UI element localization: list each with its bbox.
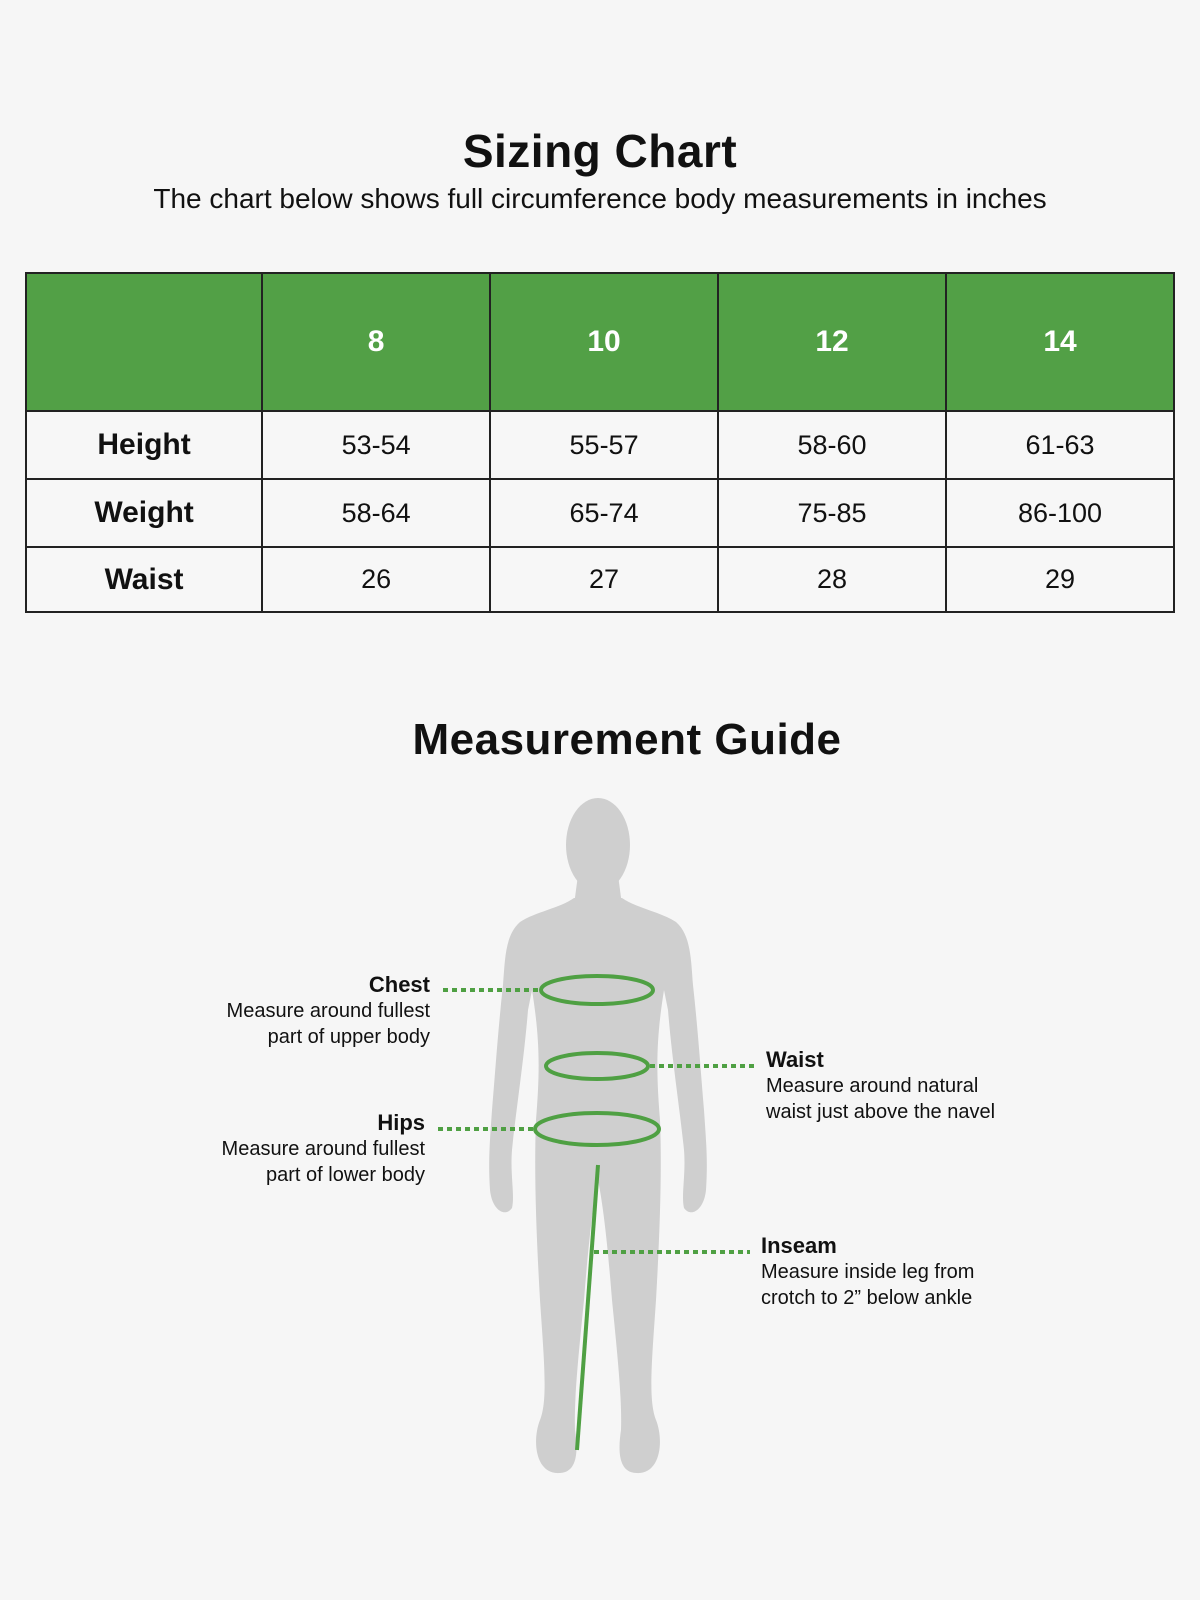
table-cell: 26 bbox=[262, 547, 490, 612]
table-header-row bbox=[26, 273, 1174, 411]
table-row-weight bbox=[26, 479, 1174, 547]
header-cell-size: 10 bbox=[490, 273, 718, 411]
waist-desc-line2: waist just above the navel bbox=[766, 1101, 996, 1123]
inseam-desc-line1: Measure inside leg from bbox=[761, 1261, 975, 1283]
table-cell: 58-64 bbox=[262, 479, 490, 547]
row-label: Waist bbox=[26, 547, 262, 612]
table-cell: 58-60 bbox=[718, 411, 946, 479]
table-cell: 65-74 bbox=[490, 479, 718, 547]
row-label: Height bbox=[26, 411, 262, 479]
table-cell: 28 bbox=[718, 547, 946, 612]
sizing-table bbox=[25, 272, 1175, 613]
inseam-label: Inseam bbox=[761, 1233, 837, 1258]
hips-callout bbox=[165, 1110, 425, 1188]
measurement-guide-title: Measurement Guide bbox=[412, 715, 842, 764]
chest-callout bbox=[170, 972, 430, 1050]
waist-callout bbox=[766, 1047, 1066, 1125]
table-cell: 61-63 bbox=[946, 411, 1174, 479]
page-title: Sizing Chart bbox=[462, 125, 738, 177]
chest-desc-line1: Measure around fullest bbox=[226, 1000, 430, 1022]
waist-desc-line1: Measure around natural bbox=[766, 1075, 979, 1097]
table-row-height bbox=[26, 411, 1174, 479]
table-cell: 75-85 bbox=[718, 479, 946, 547]
table-cell: 29 bbox=[946, 547, 1174, 612]
table-cell: 86-100 bbox=[946, 479, 1174, 547]
table-cell: 55-57 bbox=[490, 411, 718, 479]
inseam-callout bbox=[761, 1233, 1061, 1311]
table-row-waist bbox=[26, 547, 1174, 612]
chest-desc-line2: part of upper body bbox=[267, 1026, 430, 1048]
header-cell-size: 14 bbox=[946, 273, 1174, 411]
header-cell-empty bbox=[26, 273, 262, 411]
body-silhouette bbox=[489, 798, 707, 1473]
chest-label: Chest bbox=[368, 972, 430, 997]
table-cell: 27 bbox=[490, 547, 718, 612]
inseam-desc-line2: crotch to 2” below ankle bbox=[761, 1287, 973, 1309]
row-label: Weight bbox=[26, 479, 262, 547]
hips-label: Hips bbox=[377, 1110, 425, 1135]
hips-desc-line1: Measure around fullest bbox=[221, 1138, 425, 1160]
waist-label: Waist bbox=[766, 1047, 824, 1072]
header-cell-size: 12 bbox=[718, 273, 946, 411]
header-cell-size: 8 bbox=[262, 273, 490, 411]
hips-desc-line2: part of lower body bbox=[266, 1164, 425, 1186]
page-subtitle: The chart below shows full circumference body measurements in inches bbox=[153, 183, 1047, 214]
table-cell: 53-54 bbox=[262, 411, 490, 479]
